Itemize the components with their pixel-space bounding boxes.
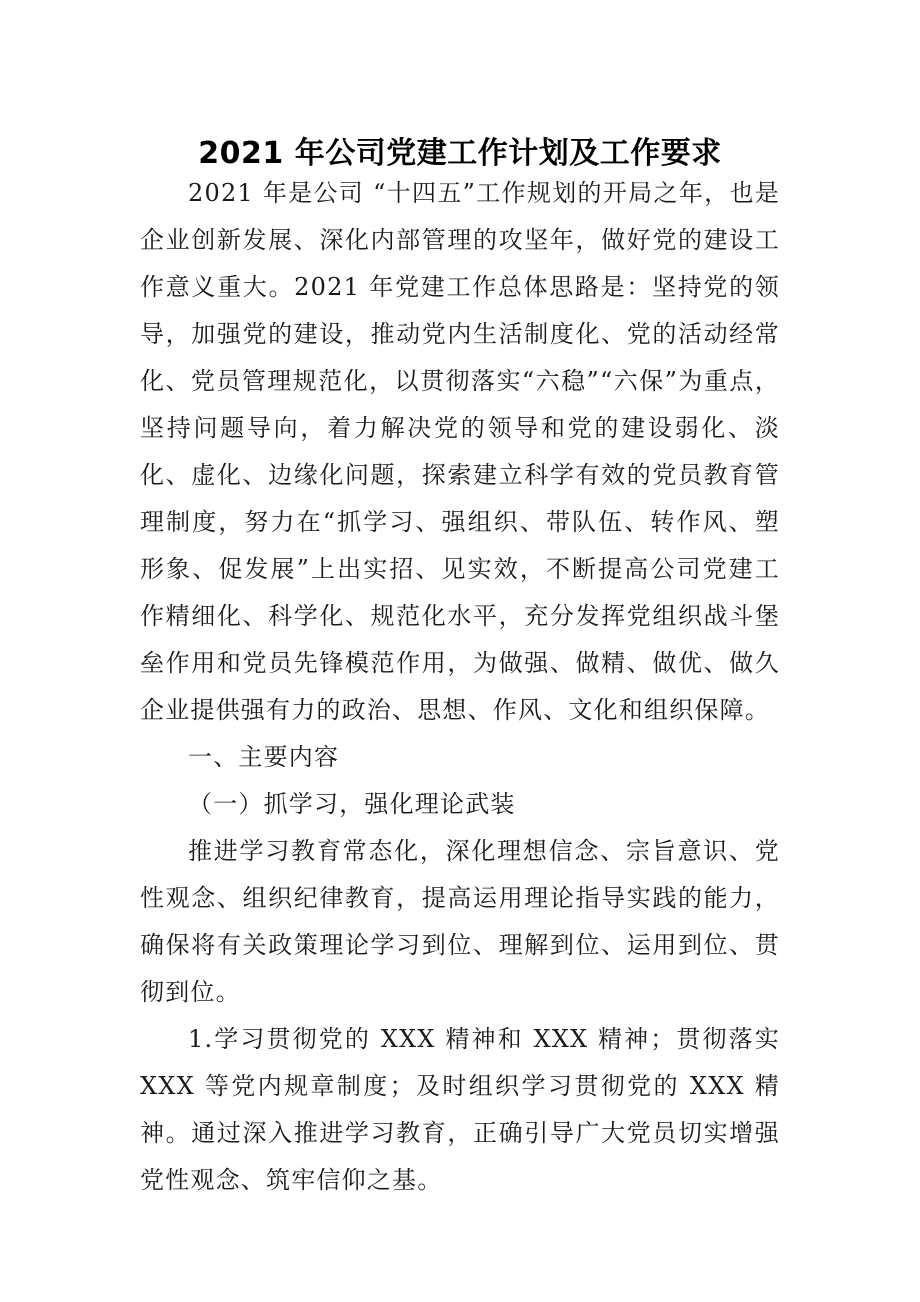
subsection-heading-study: （一）抓学习，强化理论武装 bbox=[188, 790, 516, 818]
numbered-paragraph-1: 1.学习贯彻党的 XXX 精神和 XXX 精神；贯彻落实 XXX 等党内规章制度；及时组织学习贯彻党的 XXX 精神。通过深入推进学习教育，正确引导广大党员切实增强党性观念、筑牢信仰之基。 bbox=[140, 1025, 780, 1194]
document-title: 2021 年公司党建工作计划及工作要求 bbox=[198, 136, 722, 172]
document-body bbox=[140, 170, 780, 1204]
intro-paragraph: 2021 年是公司 “十四五”工作规划的开局之年，也是企业创新发展、深化内部管理的攻坚年，做好党的建设工作意义重大。2021 年党建工作总体思路是：坚持党的领导，加强党的建设，推动党内生活制度化、党的活动经常化、党员管理规范化，以贯彻落实“六稳”“六保”为重点，坚持问题导向，着力解决党的领导和党的建设弱化、淡化、虚化、边缘化问题，探索建立科学有效的党员教育管理制度，努力在“抓学习、强组织、带队伍、转作风、塑形象、促发展”上出实招、见实效，不断提高公司党建工作精细化、科学化、规范化水平，充分发挥党组织战斗堡垒作用和党员先锋模范作用，为做强、做精、做优、做久企业提供强有力的政治、思想、作风、文化和组织保障。 bbox=[140, 179, 780, 724]
study-paragraph: 推进学习教育常态化，深化理想信念、宗旨意识、党性观念、组织纪律教育，提高运用理论指导实践的能力，确保将有关政策理论学习到位、理解到位、运用到位、贯彻到位。 bbox=[140, 837, 780, 1006]
section-heading-main-content: 一、主要内容 bbox=[188, 743, 340, 771]
